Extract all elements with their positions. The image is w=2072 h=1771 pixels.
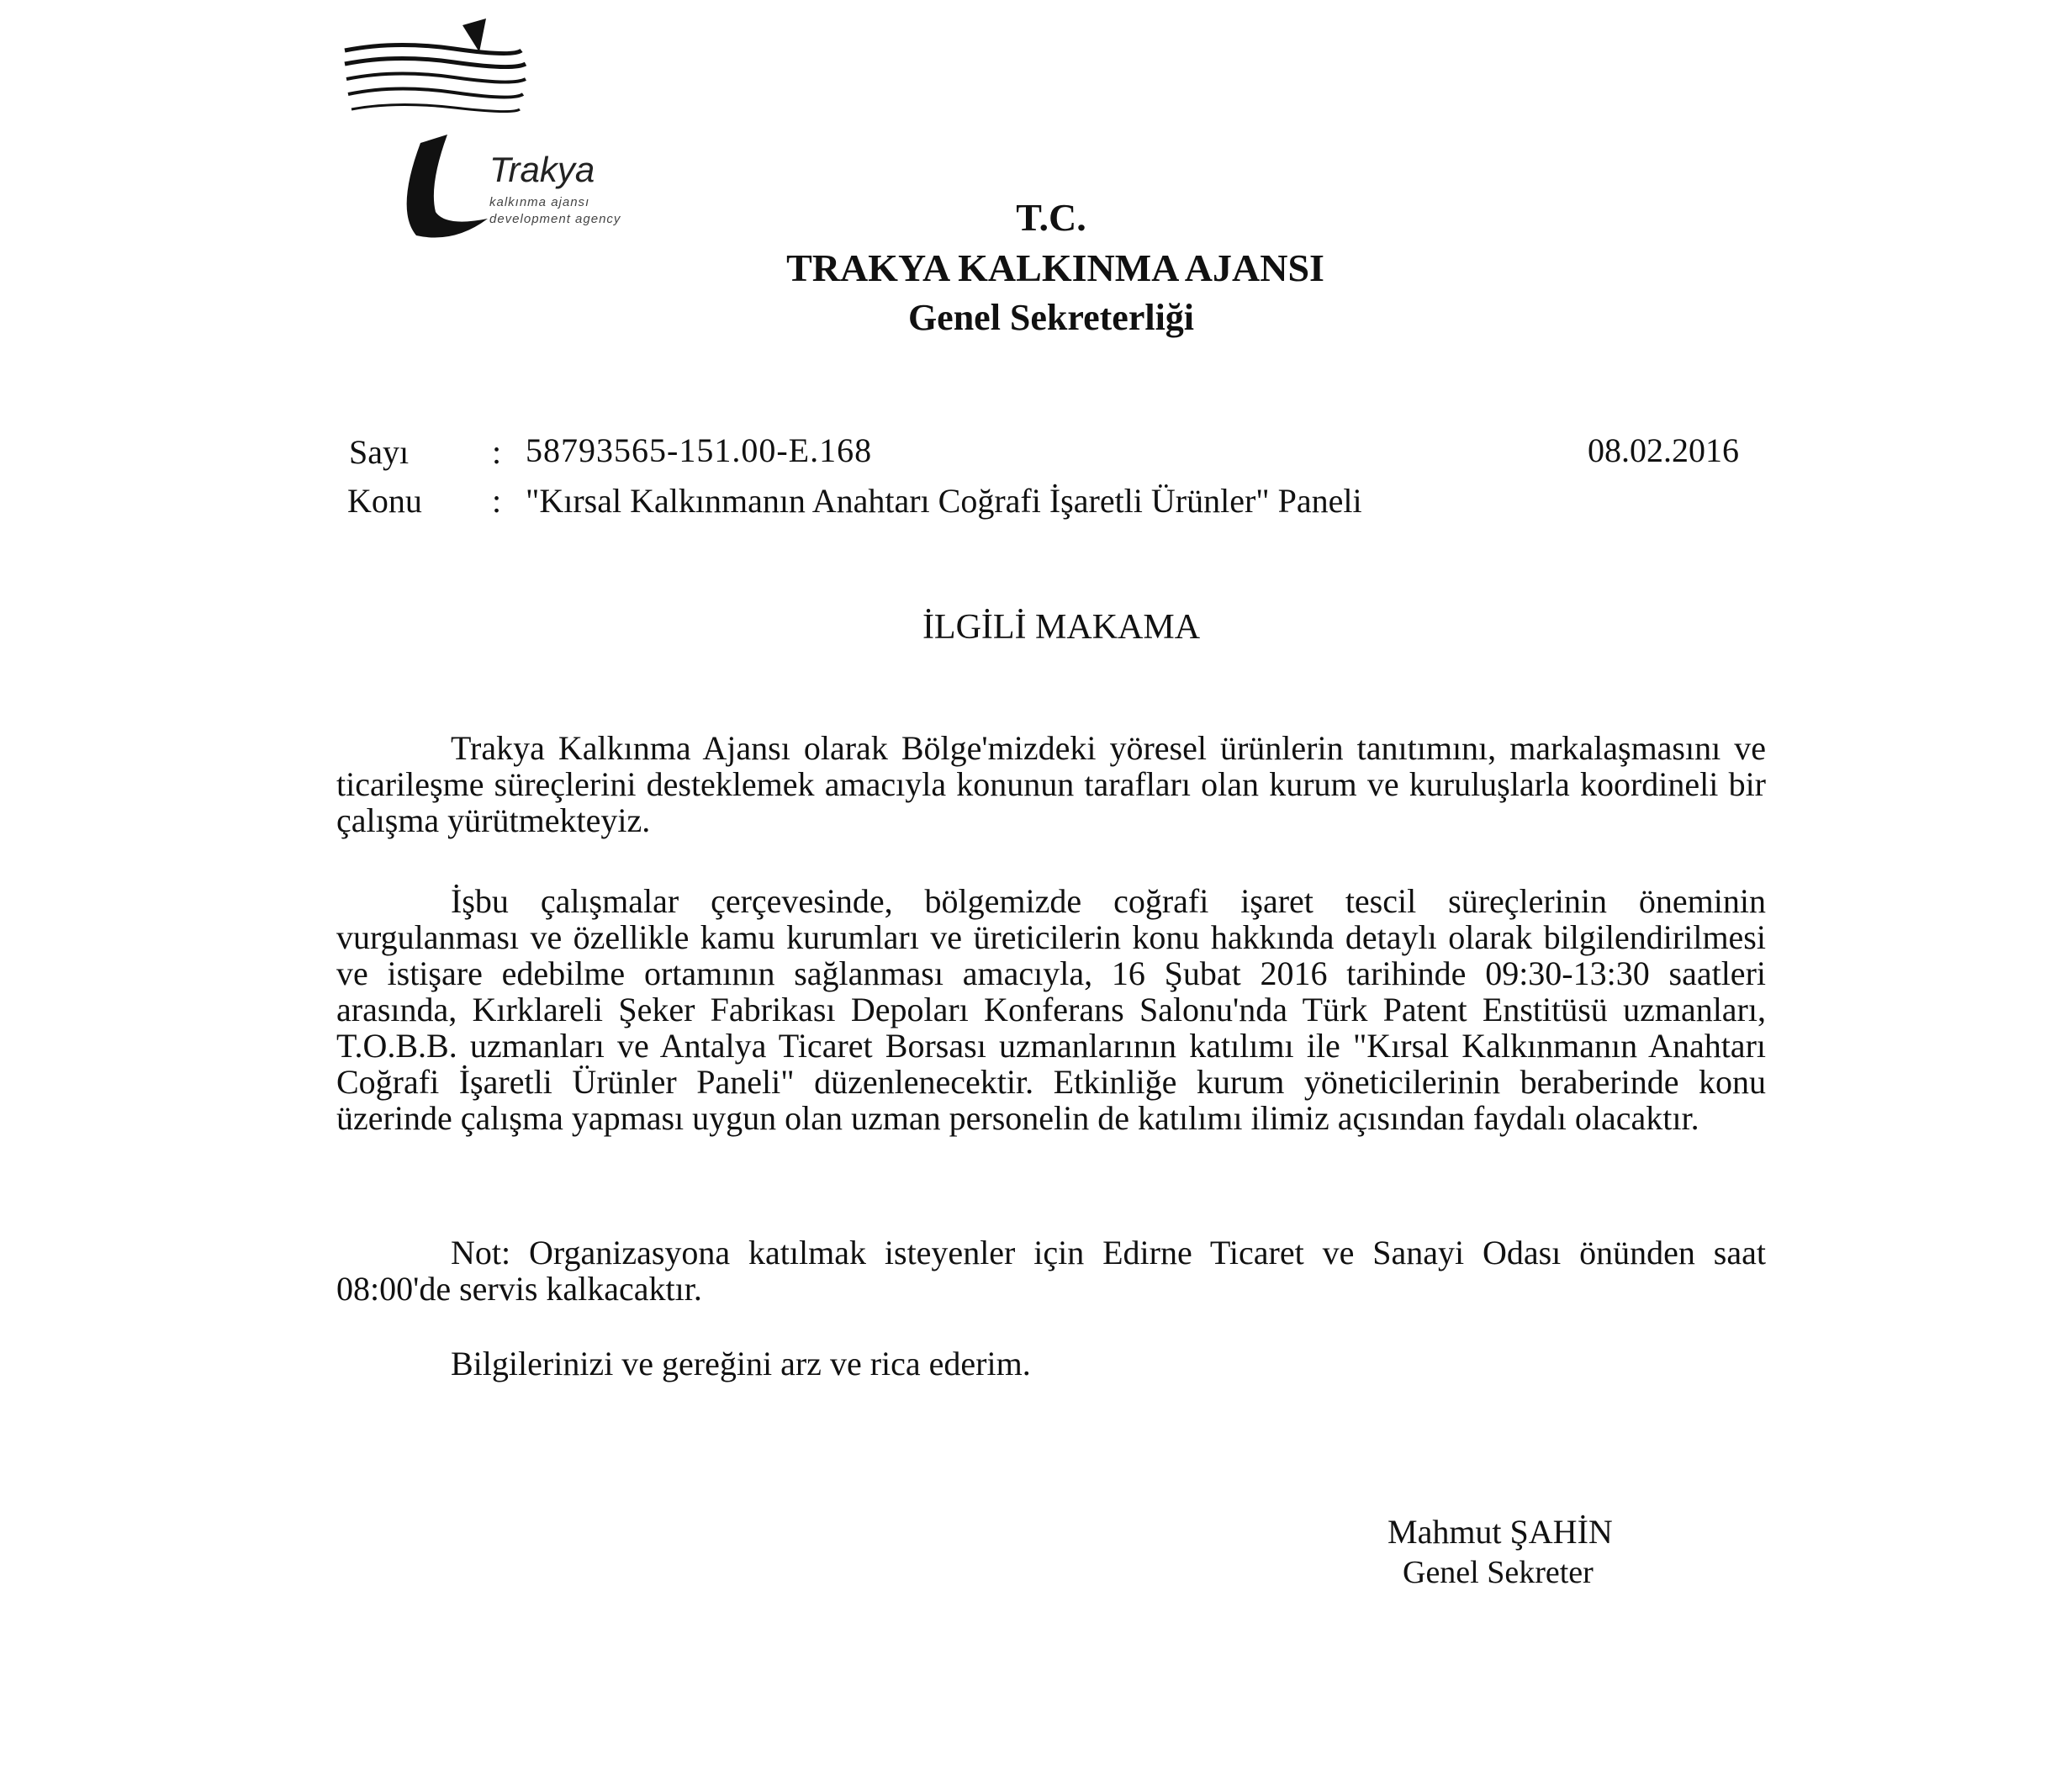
header-secretariat: Genel Sekreterliği <box>907 297 1195 338</box>
header-tc: T.C. <box>1016 196 1086 239</box>
document-date: 08.02.2016 <box>1588 431 1739 469</box>
logo-emblem-icon <box>336 17 723 244</box>
header-agency: TRAKYA KALKINMA AJANSI <box>786 246 1324 289</box>
body-paragraph-2: İşbu çalışmalar çerçevesinde, bölgemizde coğrafi işaret tescil süreçlerinin öneminin vurgulanması ve özellikle kamu kurumları ve üreticilerin konu hakkında detaylı olarak bilgilendirilmesi ve istişare edebilme ortamının sağlanması amacıyla, 16 Şubat 2016 tarihinde 09:30-13:30 saatleri arasında, Kırklareli Şeker Fabrikası Depoları Konferans Salonu'nda Türk Patent Enstitüsü uzmanları, T.O.B.B. uzmanları ve Antalya Ticaret Borsası uzmanlarının katılımı ile "Kırsal Kalkınmanın Anahtarı Coğrafi İşaretli Ürünler Paneli" düzenlenecektir. Etkinliğe kurum yöneticilerinin beraberinde konu üzerinde çalışma yapması uygun olan uzman personelin de katılımı ilimiz açısından faydalı olacaktır. <box>336 882 1766 1137</box>
sayi-label: Sayı <box>349 433 410 471</box>
logo-tagline-2: development agency <box>489 212 621 226</box>
konu-colon: : <box>492 482 502 520</box>
signature-name: Mahmut ŞAHİN <box>1388 1513 1613 1551</box>
body-paragraph-1: Trakya Kalkınma Ajansı olarak Bölge'mizdeki yöresel ürünlerin tanıtımını, markalaşmasını ve ticarileşme süreçlerini desteklemek amacıyla konunun tarafları olan kurum ve kuruluşlarla koordineli bir çalışma yürütmekteyiz. <box>336 729 1766 839</box>
sayi-value: 58793565-151.00-E.168 <box>526 431 873 469</box>
body-paragraph-4: Bilgilerinizi ve gereğini arz ve rica ederim. <box>451 1345 1031 1382</box>
logo-wordmark: Trakya <box>489 150 595 189</box>
konu-value: "Kırsal Kalkınmanın Anahtarı Coğrafi İşaretli Ürünler" Paneli <box>526 482 1362 520</box>
konu-label: Konu <box>347 482 422 520</box>
trakya-logo <box>336 17 723 244</box>
salutation: İLGİLİ MAKAMA <box>922 608 1201 647</box>
signature-title: Genel Sekreter <box>1403 1555 1594 1590</box>
body-paragraph-3: Not: Organizasyona katılmak isteyenler için Edirne Ticaret ve Sanayi Odası önünden saat 08:00'de servis kalkacaktır. <box>336 1234 1766 1308</box>
logo-tagline-1: kalkınma ajansı <box>489 195 590 209</box>
sayi-colon: : <box>492 433 502 471</box>
